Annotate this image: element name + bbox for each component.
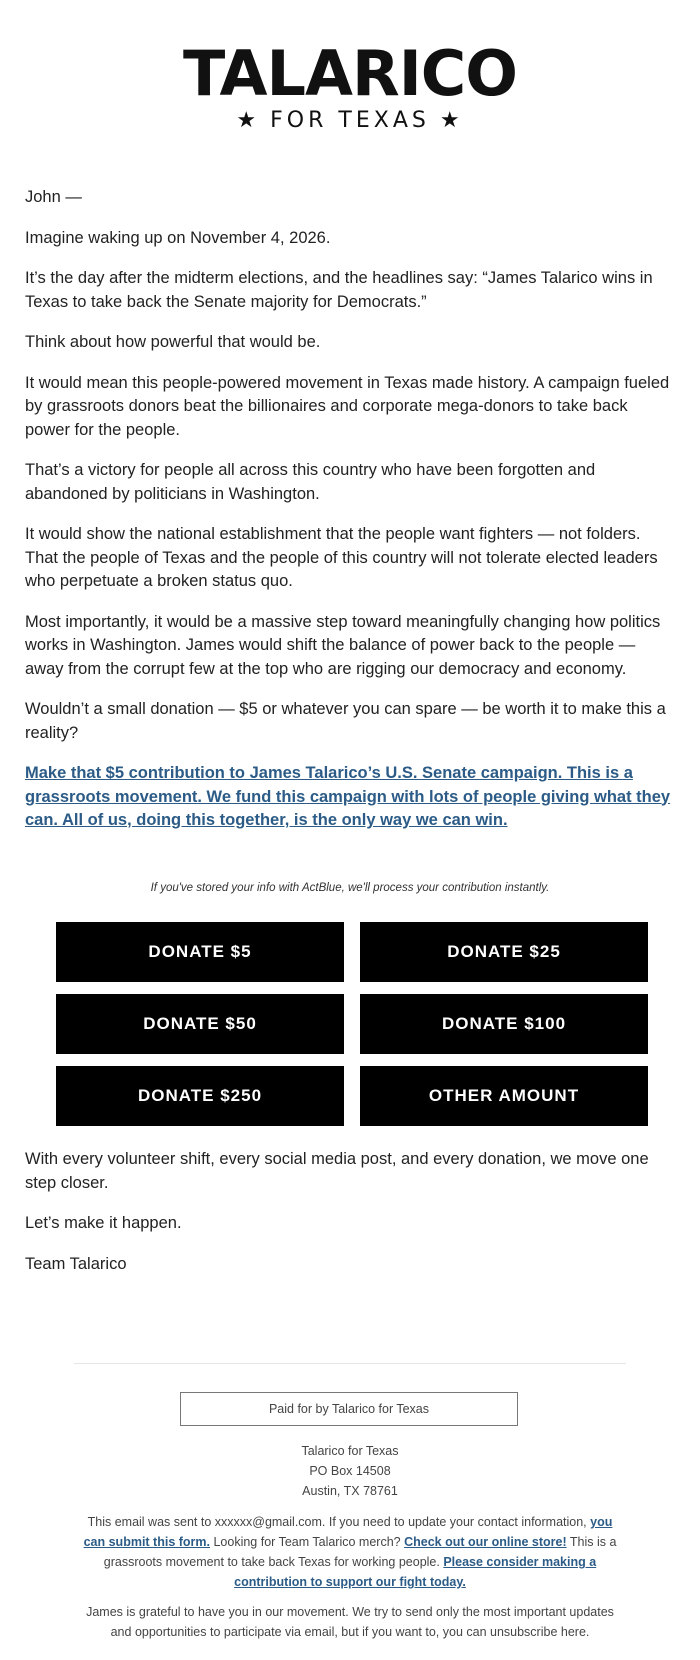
closing-paragraph: Let’s make it happen. xyxy=(25,1214,182,1232)
address-line: Talarico for Texas xyxy=(301,1444,399,1458)
body-paragraph: It’s the day after the midterm elections, and the headlines say: “James Talarico wins in Texas to take back the Senate majority for Democrats.” xyxy=(25,269,653,311)
email-body xyxy=(25,186,675,850)
logo-tagline: FOR TEXAS xyxy=(270,108,430,133)
cta-paragraph xyxy=(25,762,675,833)
logo-name: TALARICO xyxy=(183,37,517,110)
donate-25-button[interactable]: DONATE $25 xyxy=(360,922,648,982)
address-line: Austin, TX 78761 xyxy=(302,1484,398,1498)
footer-info xyxy=(76,1512,624,1592)
body-paragraph: Wouldn’t a small donation — $5 or whatever you can spare — be worth it to make this a reality? xyxy=(25,700,666,742)
star-icon: ★ xyxy=(236,108,261,133)
address-line: PO Box 14508 xyxy=(309,1464,391,1478)
closing-text xyxy=(25,1148,675,1293)
update-contact-link[interactable]: you can submit this form. xyxy=(83,1515,613,1549)
star-icon: ★ xyxy=(439,108,464,133)
merch-text: Looking for Team Talarico merch? xyxy=(210,1535,405,1549)
footer-grateful: James is grateful to have you in our movement. We try to send only the most important updates and opportunities to participate via email, but if you want to, you can unsubscribe here. xyxy=(86,1605,614,1639)
donate-50-button[interactable]: DONATE $50 xyxy=(56,994,344,1054)
body-paragraph: It would show the national establishment that the people want fighters — not folders. That the people of Texas and the people of this country will not tolerate elected leaders who perpetuate a broken status quo. xyxy=(25,525,658,590)
body-paragraph: Imagine waking up on November 4, 2026. xyxy=(25,228,331,247)
sent-to-text: This email was sent to xxxxxx@gmail.com. If you need to update your contact information, xyxy=(87,1515,591,1529)
body-paragraph: Think about how powerful that would be. xyxy=(25,333,321,351)
contribute-footer-link[interactable]: Please consider making a contribution to support our fight today. xyxy=(234,1555,597,1589)
donate-buttons xyxy=(56,922,648,1126)
logo-tagline-row xyxy=(0,108,700,134)
paid-for-disclaimer: Paid for by Talarico for Texas xyxy=(180,1392,518,1426)
donate-100-button[interactable]: DONATE $100 xyxy=(360,994,648,1054)
body-paragraph: Most importantly, it would be a massive step toward meaningfully changing how politics works in Washington. James would shift the balance of power back to the people — away from the corrupt few at the top who are rigging our democracy and economy. xyxy=(25,612,661,678)
greeting: John — xyxy=(25,188,82,206)
online-store-link[interactable]: Check out our online store! xyxy=(404,1535,567,1549)
closing-paragraph: With every volunteer shift, every social media post, and every donation, we move one step closer. xyxy=(25,1150,649,1192)
other-amount-button[interactable]: OTHER AMOUNT xyxy=(360,1066,648,1126)
movement-text: This is a grassroots movement to take back Texas for working people. xyxy=(103,1535,617,1569)
signature: Team Talarico xyxy=(25,1254,127,1273)
footer-divider xyxy=(74,1363,626,1364)
campaign-logo xyxy=(0,37,700,134)
donate-250-button[interactable]: DONATE $250 xyxy=(56,1066,344,1126)
actblue-note: If you've stored your info with ActBlue, we'll process your contribution instantly. xyxy=(150,882,550,894)
body-paragraph: That’s a victory for people all across this country who have been forgotten and abandoned by politicians in Washington. xyxy=(25,461,596,503)
donate-5-button[interactable]: DONATE $5 xyxy=(56,922,344,982)
contribute-cta-link[interactable]: Make that $5 contribution to James Talarico’s U.S. Senate campaign. This is a grassroots movement. We fund this campaign with lots of people giving what they can. All of us, doing this together, is the only way we can win. xyxy=(25,764,671,829)
body-paragraph: It would mean this people-powered movement in Texas made history. A campaign fueled by grassroots donors beat the billionaires and corporate mega-donors to take back power for the people. xyxy=(25,373,670,439)
mailing-address xyxy=(0,1441,700,1501)
